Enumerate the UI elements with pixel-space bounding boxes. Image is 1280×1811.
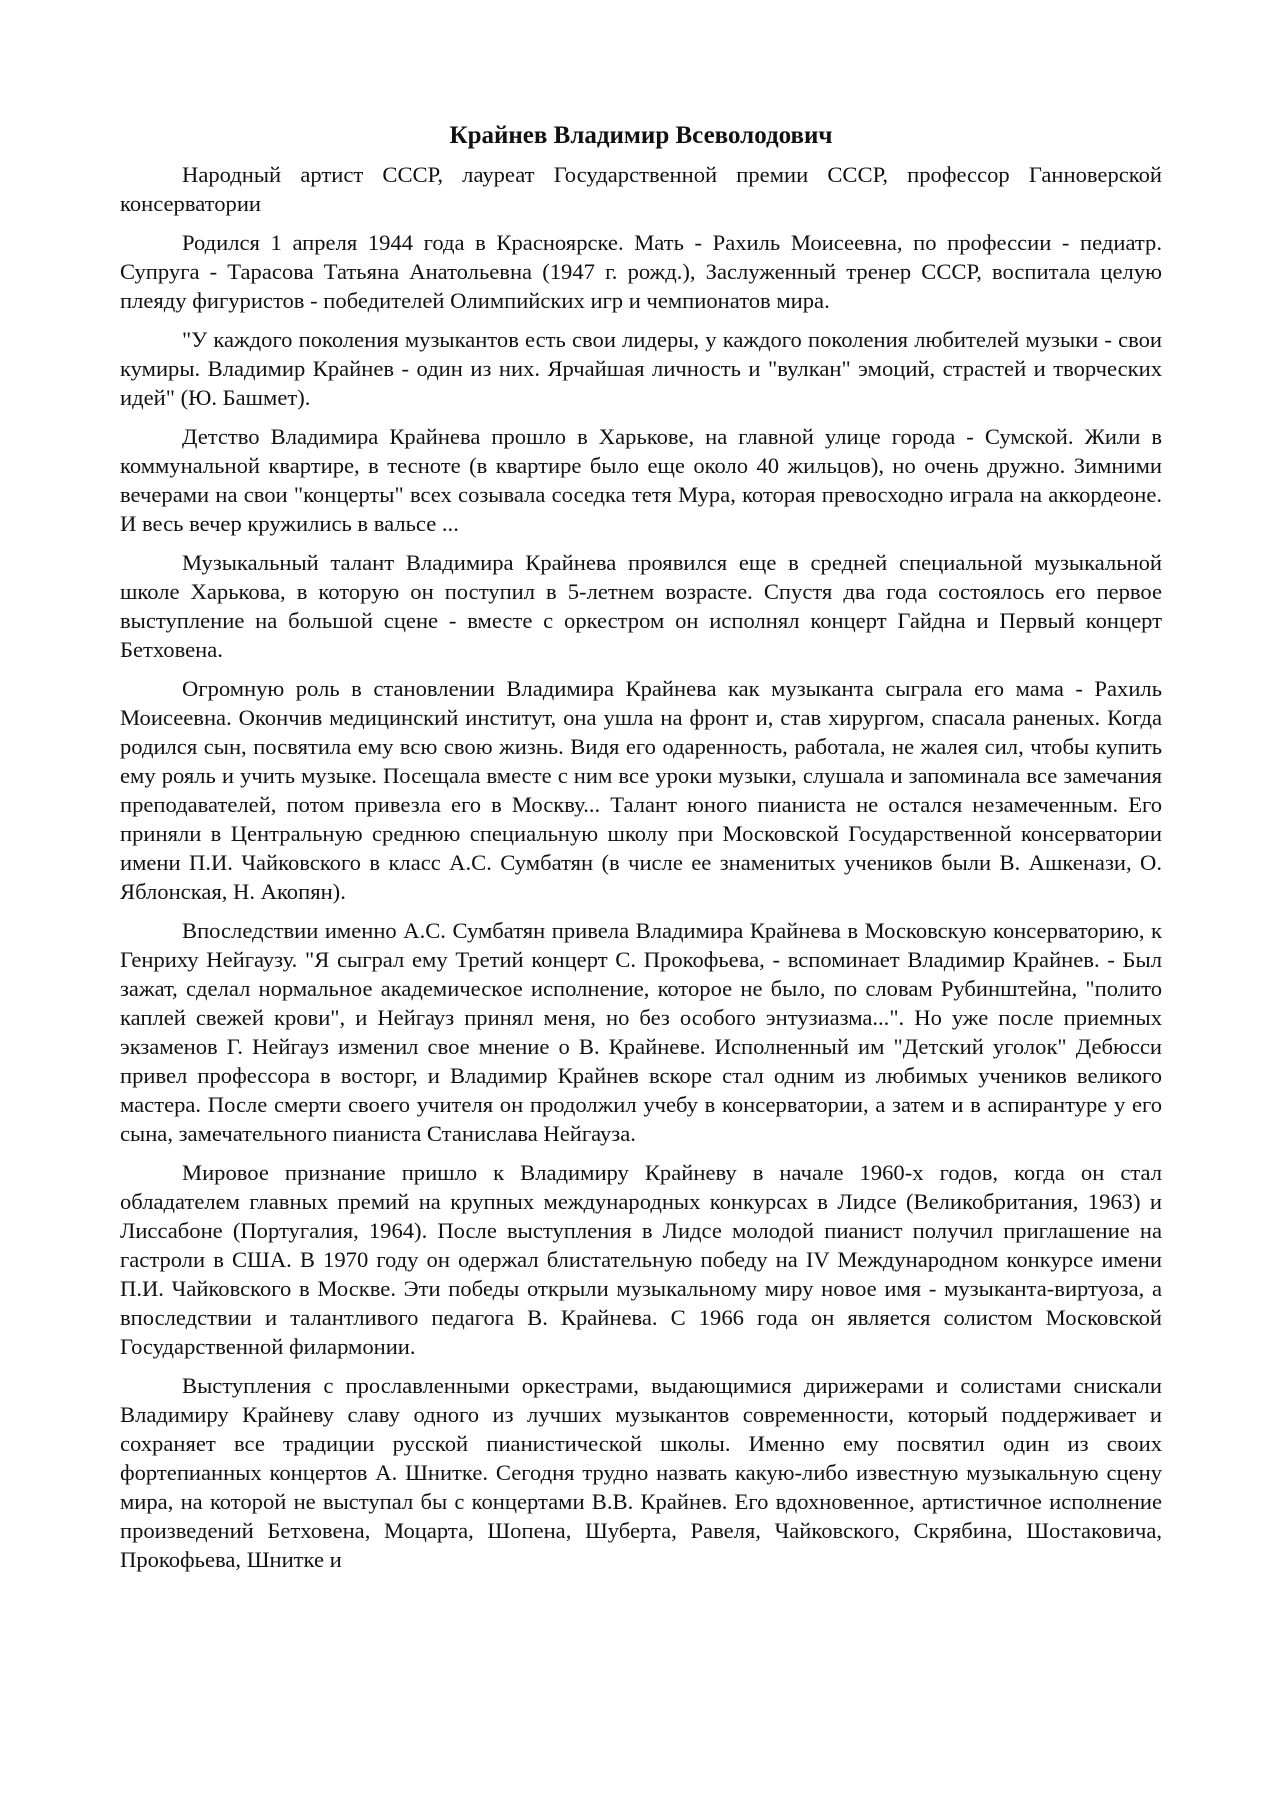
paragraph-mother: Огромную роль в становлении Владимира Крайнева как музыканта сыграла его мама - Рахиль Моисеевна. Окончив медицинский институт, она ушла на фронт и, став хирургом, спасала раненых. Когда родился сын, посвятила ему всю свою жизнь. Видя его одаренность, работала, не жалея сил, чтобы купить ему рояль и учить музыке. Посещала вместе с ним все уроки музыки, слушала и запоминала все замечания преподавателей, потом привезла его в Москву... Талант юного пианиста не остался незамеченным. Его приняли в Центральную среднюю специальную школу при Московской Государственной консерватории имени П.И. Чайковского в класс А.С. Сумбатян (в числе ее знаменитых учеников были В. Ашкенази, О. Яблонская, Н. Акопян). bbox=[120, 676, 1162, 904]
paragraph-bashmet-quote: "У каждого поколения музыкантов есть свои лидеры, у каждого поколения любителей музыки - свои кумиры. Владимир Крайнев - один из них. Ярчайшая личность и "вулкан" эмоций, страстей и творческих идей" (Ю. Башмет). bbox=[120, 327, 1162, 410]
paragraph-performances: Выступления с прославленными оркестрами, выдающимися дирижерами и солистами снискали Владимиру Крайневу славу одного из лучших музыкантов современности, который поддерживает и сохраняет все традиции русской пианистической школы. Именно ему посвятил один из своих фортепианных концертов А. Шнитке. Сегодня трудно назвать какую-либо известную музыкальную сцену мира, на которой не выступал бы с концертами В.В. Крайнев. Его вдохновенное, артистичное исполнение произведений Бетховена, Моцарта, Шопена, Шуберта, Равеля, Чайковского, Скрябина, Шостаковича, Прокофьева, Шнитке и bbox=[120, 1373, 1162, 1572]
paragraph-recognition: Мировое признание пришло к Владимиру Крайневу в начале 1960-х годов, когда он стал обладателем главных премий на крупных международных конкурсах в Лидсе (Великобритания, 1963) и Лиссабоне (Португалия, 1964). После выступления в Лидсе молодой пианист получил приглашение на гастроли в США. В 1970 году он одержал блистательную победу на IV Международном конкурсе имени П.И. Чайковского в Москве. Эти победы открыли музыкальному миру новое имя - музыканта-виртуоза, а впоследствии и талантливого педагога В. Крайнева. С 1966 года он является солистом Московской Государственной филармонии. bbox=[120, 1160, 1162, 1359]
paragraph-birth: Родился 1 апреля 1944 года в Красноярске. Мать - Рахиль Моисеевна, по профессии - педиатр. Супруга - Тарасова Татьяна Анатольевна (1947 г. рожд.), Заслуженный тренер СССР, воспитала целую плеяду фигуристов - победителей Олимпийских игр и чемпионатов мира. bbox=[120, 230, 1162, 313]
document-title: Крайнев Владимир Всеволодович bbox=[449, 122, 833, 149]
paragraph-conservatory: Впоследствии именно А.С. Сумбатян привела Владимира Крайнева в Московскую консерваторию, к Генриху Нейгаузу. "Я сыграл ему Третий концерт С. Прокофьева, - вспоминает Владимир Крайнев. - Был зажат, сделал нормальное академическое исполнение, которое не было, по словам Рубинштейна, "полито каплей свежей крови", и Нейгауз принял меня, но без особого энтузиазма...". Но уже после приемных экзаменов Г. Нейгауз изменил свое мнение о В. Крайневе. Исполненный им "Детский уголок" Дебюсси привел профессора в восторг, и Владимир Крайнев вскоре стал одним из любимых учеников великого мастера. После смерти своего учителя он продолжил учебу в консерватории, а затем и в аспирантуре у его сына, замечательного пианиста Станислава Нейгауза. bbox=[120, 918, 1162, 1146]
paragraph-music-school: Музыкальный талант Владимира Крайнева проявился еще в средней специальной музыкальной школе Харькова, в которую он поступил в 5-летнем возрасте. Спустя два года состоялось его первое выступление на большой сцене - вместе с оркестром он исполнял концерт Гайдна и Первый концерт Бетховена. bbox=[120, 550, 1162, 662]
paragraph-childhood: Детство Владимира Крайнева прошло в Харькове, на главной улице города - Сумской. Жили в коммунальной квартире, в тесноте (в квартире было еще около 40 жильцов), но очень дружно. Зимними вечерами на свои "концерты" всех созывала соседка тетя Мура, которая превосходно играла на аккордеоне. И весь вечер кружились в вальсе ... bbox=[120, 424, 1162, 536]
paragraph-titles: Народный артист СССР, лауреат Государственной премии СССР, профессор Ганноверской консерватории bbox=[120, 162, 1162, 216]
document-body bbox=[120, 120, 1162, 1584]
